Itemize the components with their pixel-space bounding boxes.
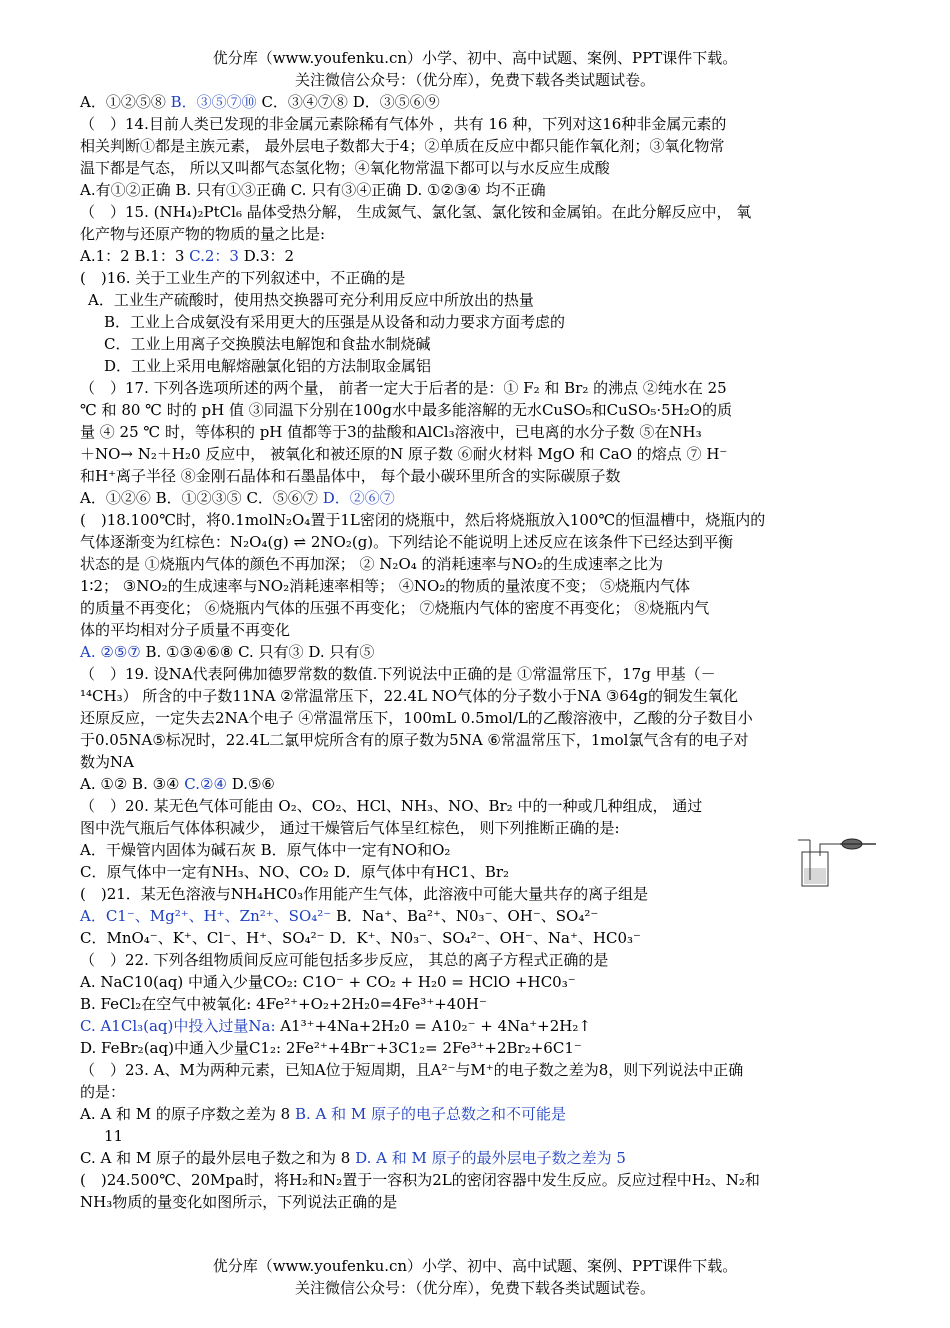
q18-option-c: C. 只有③	[238, 643, 304, 661]
q13-option-d: D．③⑤⑥⑨	[352, 93, 440, 111]
q23-options-row-2	[80, 1148, 880, 1170]
q17-line-4: ＋NO→ N₂＋H₂0 反应中， 被氧化和被还原的N 原子数 ⑥耐火材料 MgO 和 CaO 的熔点 ⑦ H⁻	[80, 445, 728, 463]
q23-option-c: C. A 和 M 原子的最外层电子数之和为 8	[80, 1149, 351, 1167]
q17-line-3: 量 ④ 25 ℃ 时，等体积的 pH 值都等于3的盐酸和AlCl₃溶液中，已电离的水分子数 ⑤在NH₃	[80, 423, 702, 441]
q22-option-b-equation: 4Fe²⁺+O₂+2H₂0=4Fe³⁺+40H⁻	[256, 995, 487, 1013]
gas-washing-apparatus-figure	[796, 836, 878, 890]
q19-line-1: （ ）19. 设NA代表阿佛加德罗常数的数值.下列说法中正确的是 ①常温常压下，17g 甲基（－	[80, 665, 716, 683]
q20-option-d: D．原气体中有HC1、Br₂	[333, 863, 510, 881]
q16-option-b: B．工业上合成氨没有采用更大的压强是从设备和动力要求方面考虑的	[104, 313, 566, 331]
q23-option-d: D. A 和 M 原子的最外层电子数之差为 5	[355, 1149, 626, 1167]
q15-options	[80, 246, 880, 268]
q22-option-d-label: D. FeBr₂(aq)中通入少量C1₂:	[80, 1039, 282, 1057]
q23-options-row-1	[80, 1104, 880, 1126]
q21-options-row-2	[80, 928, 880, 950]
q22-option-c-equation: A1³⁺+4Na+2H₂0 = A10₂⁻ + 4Na⁺+2H₂↑	[280, 1017, 591, 1035]
q22-option-d-equation: 2Fe²⁺+4Br⁻+3C1₂= 2Fe³⁺+2Br₂+6C1⁻	[285, 1039, 582, 1057]
q19-option-b: B. ③④	[132, 775, 180, 793]
q14-option-b: B. 只有①③正确	[175, 181, 286, 199]
q15-option-c: C.2：3	[189, 247, 239, 265]
q17-option-c: C．⑤⑥⑦	[246, 489, 318, 507]
q18-option-a: A. ②⑤⑦	[80, 643, 141, 661]
washing-liquid	[804, 868, 826, 884]
q22-option-b-label: B. FeCl₂在空气中被氧化:	[80, 995, 252, 1013]
q17-option-d: D．②⑥⑦	[322, 489, 395, 507]
q17-options	[80, 488, 880, 510]
q15-option-d: D.3：2	[243, 247, 295, 265]
q23-option-b: B. A 和 M 原子的电子总数之和不可能是	[294, 1105, 567, 1123]
q23-line-1: （ ）23. A、M为两种元素，已知A位于短周期，且A²⁻与M⁺的电子数之差为8，则下列说法中正确	[80, 1061, 744, 1079]
q21-option-d: D．K⁺、N0₃⁻、SO₄²⁻、OH⁻、Na⁺、HC0₃⁻	[329, 929, 641, 947]
q21-option-b: B．Na⁺、Ba²⁺、N0₃⁻、OH⁻、SO₄²⁻	[335, 907, 599, 925]
q18-line-1: ( )18.100℃时，将0.1molN₂O₄置于1L密闭的烧瓶中，然后将烧瓶放入100℃的恒温槽中，烧瓶内的	[80, 511, 766, 529]
q14-line-3: 温下都是气态， 所以又叫都气态氢化物；④氧化物常温下都可以与水反应生成酸	[80, 159, 610, 177]
q22-option-a-label: A. NaC10(aq) 中通入少量CO₂:	[80, 973, 298, 991]
q19-line-2: ¹⁴CH₃） 所含的中子数11NA ②常温常压下，22.4L NO气体的分子数小于NA ③64g的铜发生氧化	[80, 687, 739, 705]
q22-option-a-equation: C1O⁻ + CO₂ + H₂0 = HClO +HC0₃⁻	[302, 973, 576, 991]
q18-line-5: 的质量不再变化； ⑥烧瓶内气体的压强不再变化； ⑦烧瓶内气体的密度不再变化； ⑧烧瓶内气	[80, 599, 710, 617]
q17-line-5: 和H⁺离子半径 ⑧金刚石晶体和石墨晶体中， 每个最小碳环里所含的实际碳原子数	[80, 467, 621, 485]
q20-option-c: C．原气体中一定有NH₃、NO、CO₂	[80, 863, 329, 881]
q13-option-c: C．③④⑦⑧	[261, 93, 348, 111]
q16-line-1: ( )16. 关于工业生产的下列叙述中，不正确的是	[80, 269, 406, 287]
q23-option-b-continued: 11	[104, 1127, 124, 1145]
q20-option-a: A．干燥管内固体为碱石灰	[80, 841, 256, 859]
q16-option-c: C．工业上用离子交换膜法电解饱和食盐水制烧碱	[104, 335, 431, 353]
q19-options	[80, 774, 880, 796]
q19-line-5: 数为NA	[80, 753, 134, 771]
q17-option-a: A．①②⑥	[80, 489, 151, 507]
q24-line-1: ( )24.500℃、20Mpa时，将H₂和N₂置于一容积为2L的密闭容器中发生反应。反应过程中H₂、N₂和	[80, 1171, 760, 1189]
q21-option-c: C．MnO₄⁻、K⁺、Cl⁻、H⁺、SO₄²⁻	[80, 929, 325, 947]
q18-line-6: 体的平均相对分子质量不再变化	[80, 621, 291, 639]
q13-options	[80, 92, 880, 114]
q19-option-c: C.②④	[184, 775, 227, 793]
q14-option-c: C. 只有③④正确	[290, 181, 402, 199]
header-line-1: 优分库（www.youfenku.cn）小学、初中、高中试题、案例、PPT课件下载。	[212, 49, 738, 67]
q21-option-a: A．C1⁻、Mg²⁺、H⁺、Zn²⁺、SO₄²⁻	[80, 907, 332, 925]
q14-options	[80, 180, 880, 202]
q18-option-d: D. 只有⑤	[308, 643, 375, 661]
q20-line-1: （ ）20. 某无色气体可能由 O₂、CO₂、HCl、NH₃、NO、Br₂ 中的一种或几种组成， 通过	[80, 797, 703, 815]
q20-option-b: B．原气体中一定有NO和O₂	[260, 841, 451, 859]
q14-option-d: D. ①②③④ 均不正确	[406, 181, 546, 199]
q18-options	[80, 642, 880, 664]
q23-line-2: 的是：	[80, 1083, 126, 1101]
q23-option-a: A. A 和 M 的原子序数之差为 8	[80, 1105, 291, 1123]
q13-option-a: A．①②⑤⑧	[80, 93, 166, 111]
q20-options-row-1	[80, 840, 880, 862]
q15-option-b: B.1：3	[134, 247, 185, 265]
q15-option-a: A.1：2	[80, 247, 130, 265]
footer-line-1: 优分库（www.youfenku.cn）小学、初中、高中试题、案例、PPT课件下载。	[212, 1257, 738, 1275]
q15-line-1: （ ）15. (NH₄)₂PtCl₆ 晶体受热分解， 生成氮气、氯化氢、氯化铵和金属铂。在此分解反应中， 氧	[80, 203, 752, 221]
q19-option-a: A. ①②	[80, 775, 128, 793]
q19-option-d: D.⑤⑥	[231, 775, 275, 793]
q14-option-a: A.有①②正确	[80, 181, 171, 199]
q20-options-row-2	[80, 862, 880, 884]
q18-line-3: 状态的是 ①烧瓶内气体的颜色不再加深； ② N₂O₄ 的消耗速率与NO₂的生成速率之比为	[80, 555, 663, 573]
q22-option-d-row	[80, 1038, 880, 1060]
footer-line-2: 关注微信公众号：（优分库），免费下载各类试题试卷。	[294, 1279, 655, 1297]
q22-option-c-row	[80, 1016, 880, 1038]
q17-line-2: ℃ 和 80 ℃ 时的 pH 值 ③同温下分别在100g水中最多能溶解的无水CuSO₅和CuSO₅·5H₂O的质	[80, 401, 733, 419]
q22-option-c-label: C. A1Cl₃(aq)中投入过量Na:	[80, 1017, 276, 1035]
q19-line-3: 还原反应，一定失去2NA个电子 ④常温常压下，100mL 0.5mol/L的乙酸溶液中，乙酸的分子数目小	[80, 709, 753, 727]
q22-option-b-row	[80, 994, 880, 1016]
header-line-2: 关注微信公众号：（优分库），免费下载各类试题试卷。	[294, 71, 655, 89]
q21-options-row-1	[80, 906, 880, 928]
q18-line-4: 1∶2； ③NO₂的生成速率与NO₂消耗速率相等； ④NO₂的物质的量浓度不变； ⑤烧瓶内气体	[80, 577, 691, 595]
q21-line-1: ( )21．某无色溶液与NH₄HC0₃作用能产生气体，此溶液中可能大量共存的离子组是	[80, 885, 649, 903]
q15-line-2: 化产物与还原产物的物质的量之比是:	[80, 225, 326, 243]
q22-option-a-row	[80, 972, 880, 994]
q22-line-1: （ ）22. 下列各组物质间反应可能包括多步反应， 其总的离子方程式正确的是	[80, 951, 609, 969]
q18-line-2: 气体逐渐变为红棕色：N₂O₄(g) ⇌ 2NO₂(g)。下列结论不能说明上述反应在该条件下已经达到平衡	[80, 533, 734, 551]
q17-option-b: B．①②③⑤	[155, 489, 242, 507]
q24-line-2: NH₃物质的量变化如图所示，下列说法正确的是	[80, 1193, 398, 1211]
q14-line-2: 相关判断①都是主族元素， 最外层电子数都大于4；②单质在反应中都只能作氧化剂；③氧化物常	[80, 137, 725, 155]
q16-option-a: A．工业生产硫酸时，使用热交换器可充分利用反应中所放出的热量	[88, 291, 534, 309]
q20-line-2: 图中洗气瓶后气体体积减少， 通过干燥管后气体呈红棕色， 则下列推断正确的是:	[80, 819, 620, 837]
q14-line-1: （ ）14.目前人类已发现的非金属元素除稀有气体外 ，共有 16 种，下列对这16种非金属元素的	[80, 115, 727, 133]
q18-option-b: B. ①③④⑥⑧	[145, 643, 234, 661]
connector-tube	[820, 844, 840, 848]
q17-line-1: （ ）17. 下列各选项所述的两个量， 前者一定大于后者的是：① F₂ 和 Br₂ 的沸点 ②纯水在 25	[80, 379, 727, 397]
q19-line-4: 于0.05NA⑤标况时，22.4L二氯甲烷所含有的原子数为5NA ⑥常温常压下，1mol氯气含有的电子对	[80, 731, 749, 749]
q13-option-b: B．③⑤⑦⑩	[170, 93, 257, 111]
q16-option-d: D．工业上采用电解熔融氯化铝的方法制取金属铝	[104, 357, 432, 375]
